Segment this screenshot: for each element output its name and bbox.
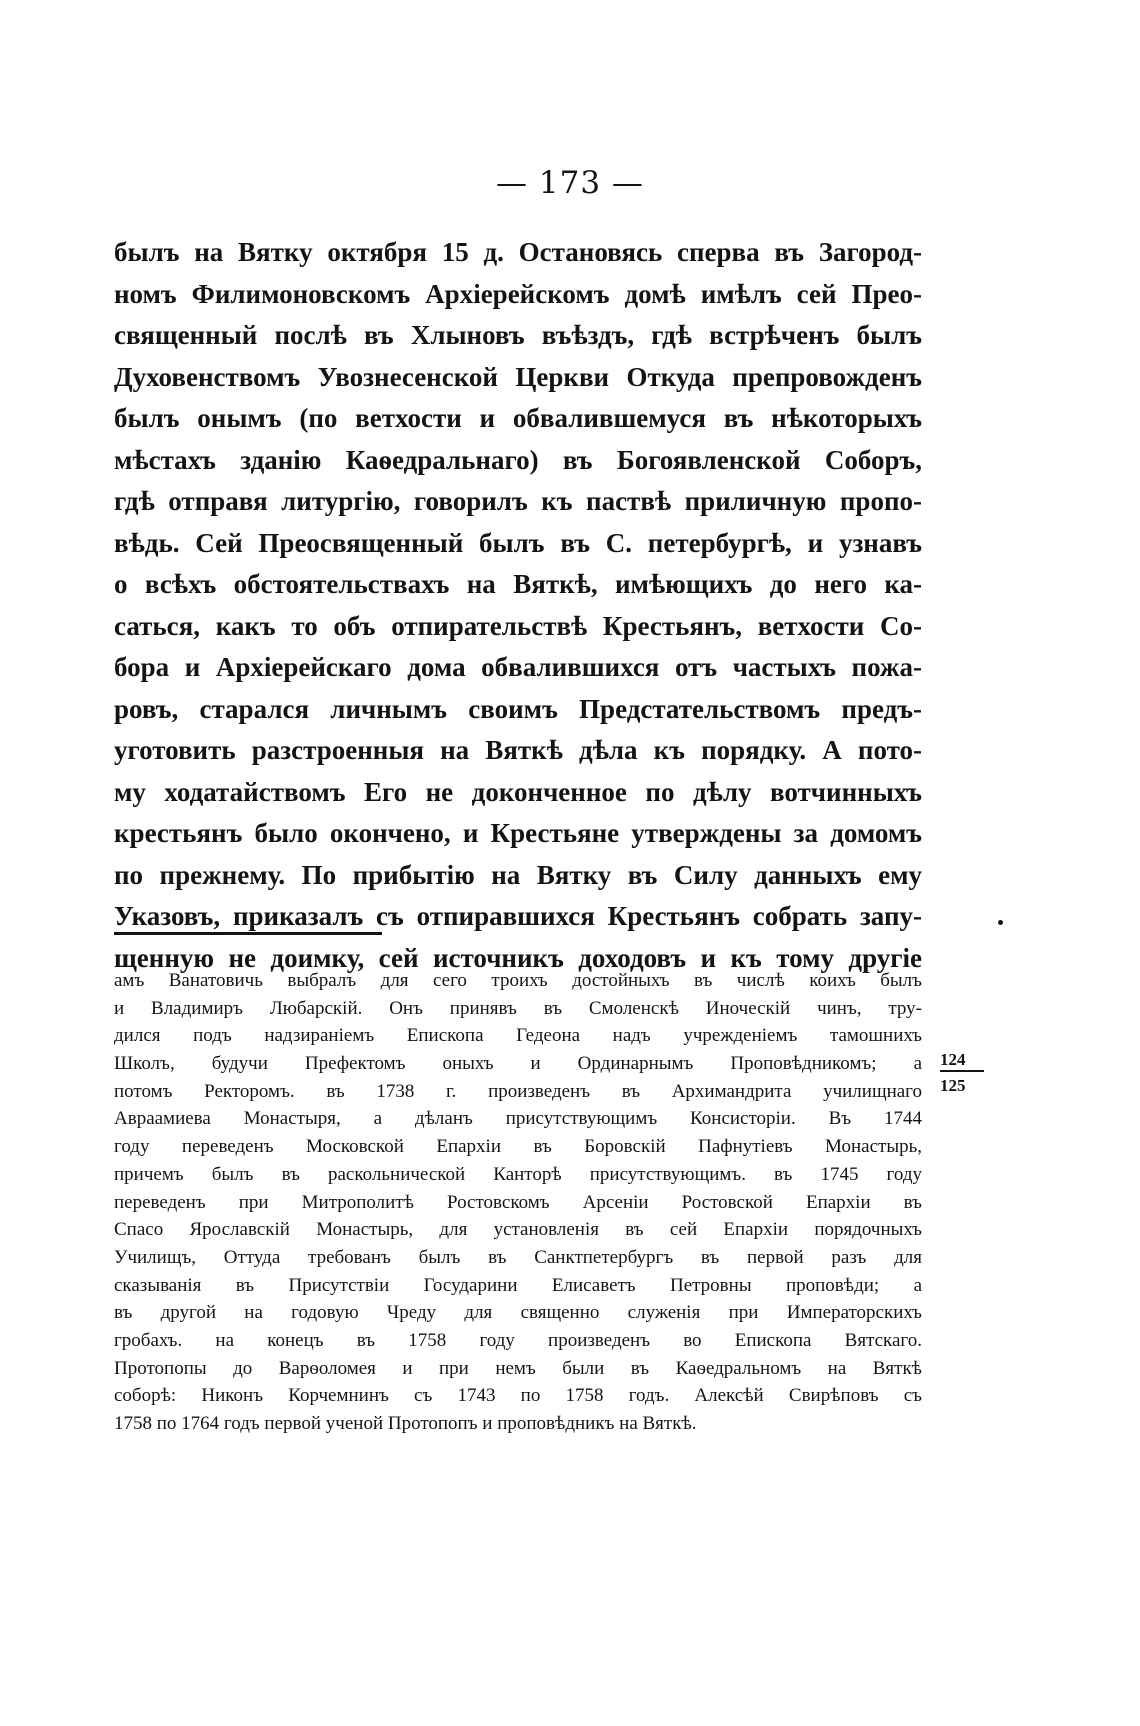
- ink-speck: [998, 920, 1003, 925]
- main-text-line: вѣдь. Сей Преосвященный былъ въ С. петербургѣ, и узнавъ: [114, 527, 922, 558]
- main-text-line: гдѣ отправя литургію, говорилъ къ паствѣ приличную пропо-: [114, 486, 922, 516]
- main-text-line: бора и Архіерейскаго дома обвалившихся отъ частыхъ пожа-: [114, 652, 922, 682]
- footnote-line: Училищъ, Оттуда требованъ былъ въ Санктпетербургъ въ первой разъ для: [114, 1246, 922, 1268]
- main-text-line: мѣстахъ зданію Каѳедральнаго) въ Богоявленской Соборъ,: [114, 444, 922, 475]
- footnote-line: соборѣ: Никонъ Корчемнинъ съ 1743 по 1758 годъ. Алексѣй Свирѣповъ съ: [114, 1385, 922, 1407]
- main-text-line: щенную не доимку, сей источникъ доходовъ и къ тому другіе: [114, 942, 922, 973]
- footnote-line: сказыванія въ Присутствіи Государини Елисаветъ Петровны проповѣди; а: [114, 1274, 922, 1296]
- footnote-line: Школъ, будучи Префектомъ оныхъ и Ординарнымъ Проповѣдникомъ; а: [114, 1053, 922, 1075]
- margin-page-mark-lower: 125: [940, 1076, 966, 1095]
- main-text-block: [114, 232, 922, 979]
- main-text-line: крестьянъ было окончено, и Крестьяне утверждены за домомъ: [114, 818, 922, 848]
- main-text-line: Указовъ, приказалъ съ отпиравшихся Крестьянъ собрать запу-: [114, 901, 922, 931]
- main-text-line: му ходатайствомъ Его не доконченное по дѣлу вотчинныхъ: [114, 776, 922, 807]
- main-text-line: саться, какъ то объ отпирательствѣ Крестьянъ, ветхости Со-: [114, 610, 922, 641]
- main-text-line: ровъ, старался личнымъ своимъ Предстательствомъ предъ-: [114, 693, 922, 724]
- footnote-block: [114, 967, 922, 1438]
- main-text-line: уготовить разстроенныя на Вяткѣ дѣла къ порядку. А пото-: [114, 735, 922, 765]
- footnote-line: гробахъ. на конецъ въ 1758 году произведенъ во Епископа Вятскаго.: [114, 1329, 922, 1351]
- footnote-line: году переведенъ Московской Епархіи въ Боровскій Пафнутіевъ Монастырь,: [114, 1136, 922, 1158]
- footnote-line: въ другой на годовую Чреду для священно служенія при Императорскихъ: [114, 1302, 922, 1324]
- main-text-line: по прежнему. По прибытію на Вятку въ Силу данныхъ ему: [114, 859, 922, 890]
- page-number: — 173 —: [496, 165, 644, 201]
- footnote-line: 1758 по 1764 годъ первой ученой Протопопъ и проповѣдникъ на Вяткѣ.: [114, 1413, 697, 1434]
- main-text-line: былъ онымъ (по ветхости и обвалившемуся въ нѣкоторыхъ: [114, 403, 922, 433]
- footnote-line: амъ Ванатовичь выбралъ для сего троихъ достойныхъ въ числѣ коихъ былъ: [114, 970, 922, 991]
- footnote-line: Авраамиева Монастыря, а дѣланъ присутствующимъ Консисторіи. Въ 1744: [114, 1108, 922, 1130]
- main-text-line: номъ Филимоновскомъ Архіерейскомъ домѣ имѣлъ сей Прео-: [114, 278, 922, 309]
- margin-page-mark-upper: 124: [940, 1050, 984, 1072]
- footnote-line: и Владимиръ Любарскій. Онъ принявъ въ Смоленскѣ Иноческій чинъ, тру-: [114, 997, 922, 1019]
- footnote-line: Протопопы до Варѳоломея и при немъ были въ Каѳедральномъ на Вяткѣ: [114, 1357, 922, 1379]
- footnote-line: дился подъ надзираніемъ Епископа Гедеона надъ учрежденіемъ тамошнихъ: [114, 1025, 922, 1047]
- main-text-line: Духовенствомъ Увознесенской Церкви Откуда препровожденъ: [114, 361, 922, 392]
- footnote-divider: [114, 932, 382, 935]
- footnote-line: переведенъ при Митрополитѣ Ростовскомъ Арсеніи Ростовской Епархіи въ: [114, 1191, 922, 1213]
- main-text-line: о всѣхъ обстоятельствахъ на Вяткѣ, имѣющихъ до него ка-: [114, 569, 922, 599]
- main-text-line: священный послѣ въ Хлыновъ въѣздъ, гдѣ встрѣченъ былъ: [114, 320, 922, 350]
- footnote-line: причемъ былъ въ раскольнической Канторѣ присутствующимъ. въ 1745 году: [114, 1163, 922, 1185]
- main-text-line: былъ на Вятку октября 15 д. Остановясь сперва въ Загород-: [114, 237, 922, 267]
- footnote-line: Спасо Ярославскій Монастырь, для установленія въ сей Епархіи порядочныхъ: [114, 1219, 922, 1241]
- footnote-line: потомъ Ректоромъ. въ 1738 г. произведенъ въ Архимандрита училищнаго: [114, 1080, 922, 1102]
